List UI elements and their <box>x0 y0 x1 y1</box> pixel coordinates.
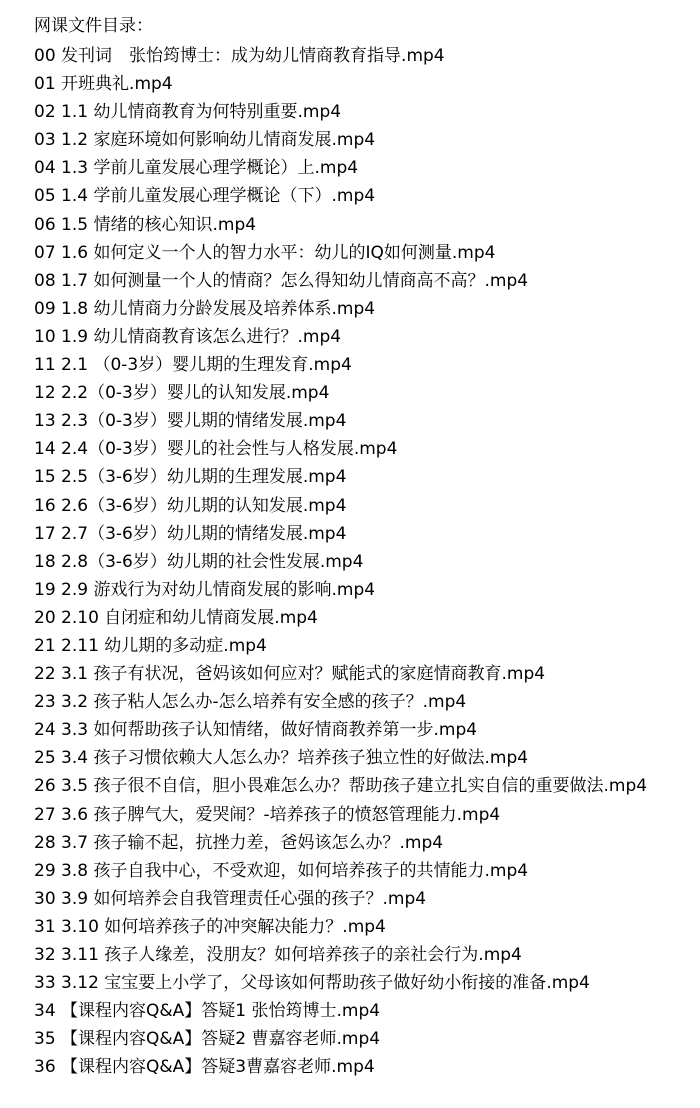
list-item: 33 3.12 宝宝要上小学了，父母该如何帮助孩子做好幼小衔接的准备.mp4 <box>34 973 590 994</box>
list-item: 10 1.9 幼儿情商教育该怎么进行？.mp4 <box>34 326 342 347</box>
list-item: 17 2.7（3-6岁）幼儿期的情绪发展.mp4 <box>34 523 347 544</box>
list-item: 04 1.3 学前儿童发展心理学概论）上.mp4 <box>34 158 359 179</box>
list-item: 27 3.6 孩子脾气大，爱哭闹？-培养孩子的愤怒管理能力.mp4 <box>34 804 501 825</box>
list-item: 16 2.6（3-6岁）幼儿期的认知发展.mp4 <box>34 495 347 516</box>
list-item: 22 3.1 孩子有状况，爸妈该如何应对？赋能式的家庭情商教育.mp4 <box>34 664 546 685</box>
list-item: 34 【课程内容Q&A】答疑1 张怡筠博士.mp4 <box>34 1001 381 1022</box>
list-item: 03 1.2 家庭环境如何影响幼儿情商发展.mp4 <box>34 130 376 151</box>
list-item: 13 2.3（0-3岁）婴儿期的情绪发展.mp4 <box>34 411 347 432</box>
list-item: 06 1.5 情绪的核心知识.mp4 <box>34 214 257 235</box>
list-item: 25 3.4 孩子习惯依赖大人怎么办？培养孩子独立性的好做法.mp4 <box>34 748 529 769</box>
list-item: 11 2.1 （0-3岁）婴儿期的生理发育.mp4 <box>34 355 352 376</box>
list-item: 35 【课程内容Q&A】答疑2 曹嘉容老师.mp4 <box>34 1029 381 1050</box>
list-item: 00 发刊词 张怡筠博士：成为幼儿情商教育指导.mp4 <box>34 46 445 66</box>
list-item: 32 3.11 孩子人缘差，没朋友？如何培养孩子的亲社会行为.mp4 <box>34 945 522 965</box>
list-item: 05 1.4 学前儿童发展心理学概论（下）.mp4 <box>34 186 376 207</box>
page-title: 网课文件目录： <box>34 16 153 36</box>
file-list <box>34 42 690 1081</box>
list-item: 28 3.7 孩子输不起，抗挫力差，爸妈该怎么办？.mp4 <box>34 832 444 853</box>
list-item: 12 2.2（0-3岁）婴儿的认知发展.mp4 <box>34 383 330 404</box>
list-item: 09 1.8 幼儿情商力分龄发展及培养体系.mp4 <box>34 298 376 319</box>
list-item: 30 3.9 如何培养会自我管理责任心强的孩子？.mp4 <box>34 888 427 909</box>
list-item: 15 2.5（3-6岁）幼儿期的生理发展.mp4 <box>34 467 347 488</box>
list-item: 07 1.6 如何定义一个人的智力水平：幼儿的IQ如何测量.mp4 <box>34 242 496 263</box>
list-item: 21 2.11 幼儿期的多动症.mp4 <box>34 635 267 656</box>
list-item: 24 3.3 如何帮助孩子认知情绪，做好情商教养第一步.mp4 <box>34 720 478 741</box>
list-item: 29 3.8 孩子自我中心，不受欢迎，如何培养孩子的共情能力.mp4 <box>34 860 529 881</box>
list-item: 26 3.5 孩子很不自信，胆小畏难怎么办？帮助孩子建立扎实自信的重要做法.mp4 <box>34 776 648 797</box>
list-item: 19 2.9 游戏行为对幼儿情商发展的影响.mp4 <box>34 579 376 600</box>
list-item: 08 1.7 如何测量一个人的情商？怎么得知幼儿情商高不高？.mp4 <box>34 270 529 291</box>
list-item: 20 2.10 自闭症和幼儿情商发展.mp4 <box>34 607 318 628</box>
list-item: 14 2.4（0-3岁）婴儿的社会性与人格发展.mp4 <box>34 439 398 460</box>
list-item: 02 1.1 幼儿情商教育为何特别重要.mp4 <box>34 102 342 123</box>
list-item: 36 【课程内容Q&A】答疑3曹嘉容老师.mp4 <box>34 1057 375 1078</box>
list-item: 23 3.2 孩子粘人怎么办-怎么培养有安全感的孩子？.mp4 <box>34 692 467 713</box>
list-item: 18 2.8（3-6岁）幼儿期的社会性发展.mp4 <box>34 551 364 572</box>
list-item: 31 3.10 如何培养孩子的冲突解决能力？.mp4 <box>34 916 386 937</box>
list-item: 01 开班典礼.mp4 <box>34 74 173 95</box>
